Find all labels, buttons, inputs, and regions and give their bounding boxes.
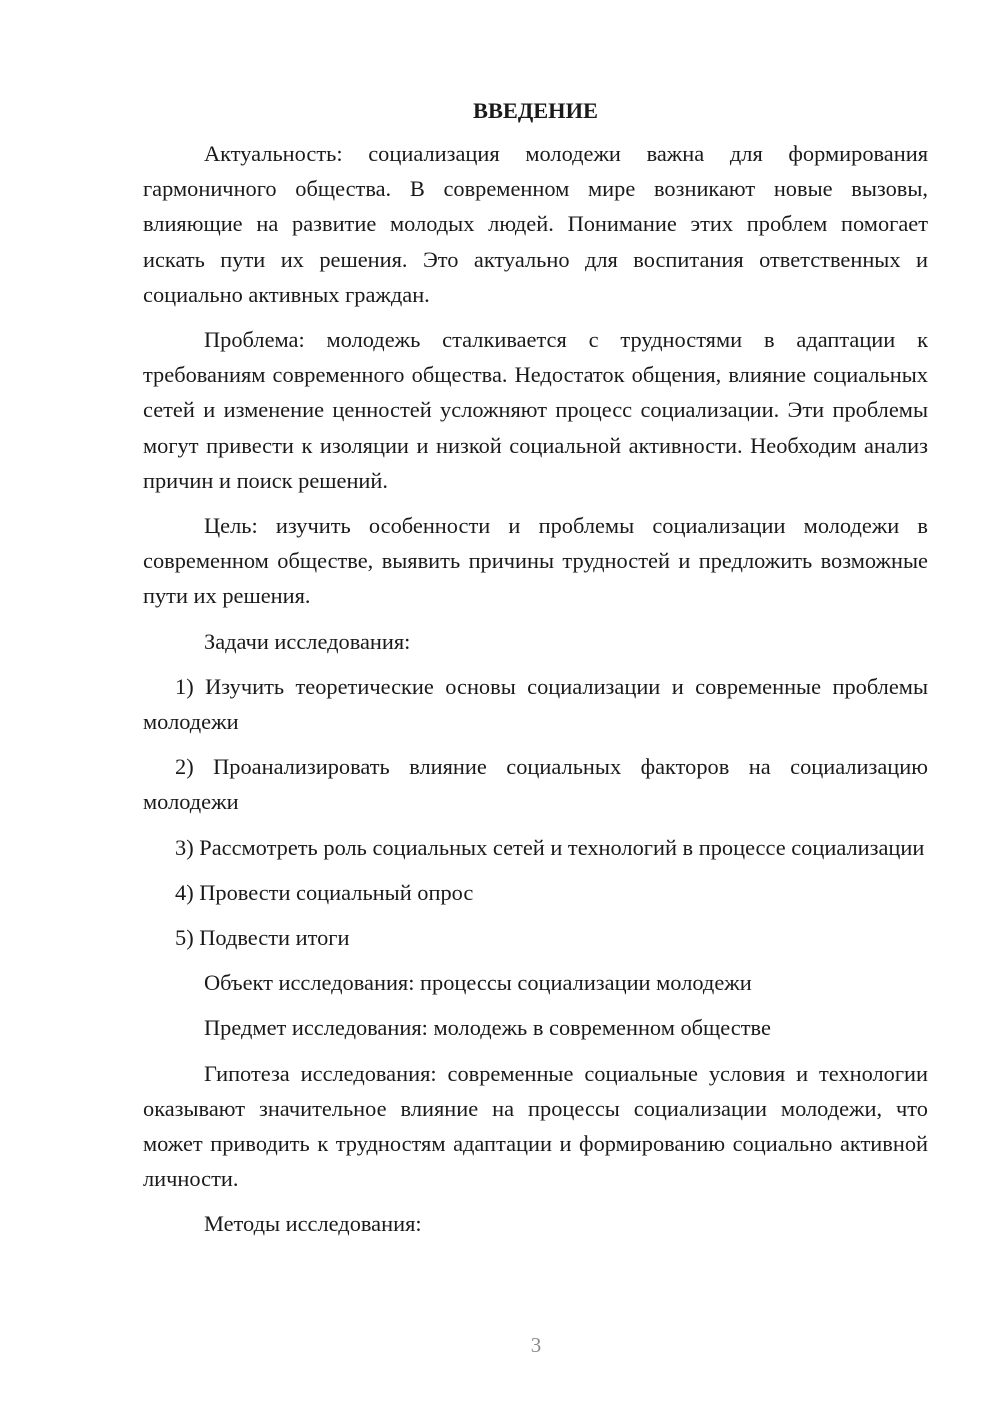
task-item-4: 4) Провести социальный опрос xyxy=(175,879,474,905)
task-item-1: 1) Изучить теоретические основы социализации и современные проблемы молодежи xyxy=(143,673,928,735)
methods-title: Методы исследования: xyxy=(204,1211,422,1237)
relevance-paragraph: Актуальность: социализация молодежи важна для формирования гармоничного общества. В современном мире возникают новые вызовы, влияющие на развитие молодых людей. Понимание этих проблем помогает искать пути их решения. Это актуально для воспитания ответственных и социально активных граждан. xyxy=(143,141,928,307)
hypothesis-paragraph: Гипотеза исследования: современные социальные условия и технологии оказывают значительное влияние на процессы социализации молодежи, что может приводить к трудностям адаптации и формированию социально активной личности. xyxy=(143,1060,928,1192)
object-paragraph: Объект исследования: процессы социализации молодежи xyxy=(204,970,752,996)
subject-paragraph: Предмет исследования: молодежь в современном обществе xyxy=(204,1015,771,1041)
task-item-5: 5) Подвести итоги xyxy=(175,925,350,951)
goal-paragraph: Цель: изучить особенности и проблемы социализации молодежи в современном обществе, выявить причины трудностей и предложить возможные пути их решения. xyxy=(143,513,928,609)
page-number: 3 xyxy=(530,1333,542,1357)
task-item-3: 3) Рассмотреть роль социальных сетей и технологий в процессе социализации xyxy=(175,834,925,860)
task-item-2: 2) Проанализировать влияние социальных факторов на социализацию молодежи xyxy=(143,754,928,815)
page-heading: ВВЕДЕНИЕ xyxy=(473,98,598,123)
tasks-title: Задачи исследования: xyxy=(204,628,411,654)
problem-paragraph: Проблема: молодежь сталкивается с трудностями в адаптации к требованиям современного общества. Недостаток общения, влияние социальных сетей и изменение ценностей усложняют процесс социализации. Эти проблемы могут привести к изоляции и низкой социальной активности. Необходим анализ причин и поиск решений. xyxy=(143,327,928,493)
page-content xyxy=(143,96,928,1252)
